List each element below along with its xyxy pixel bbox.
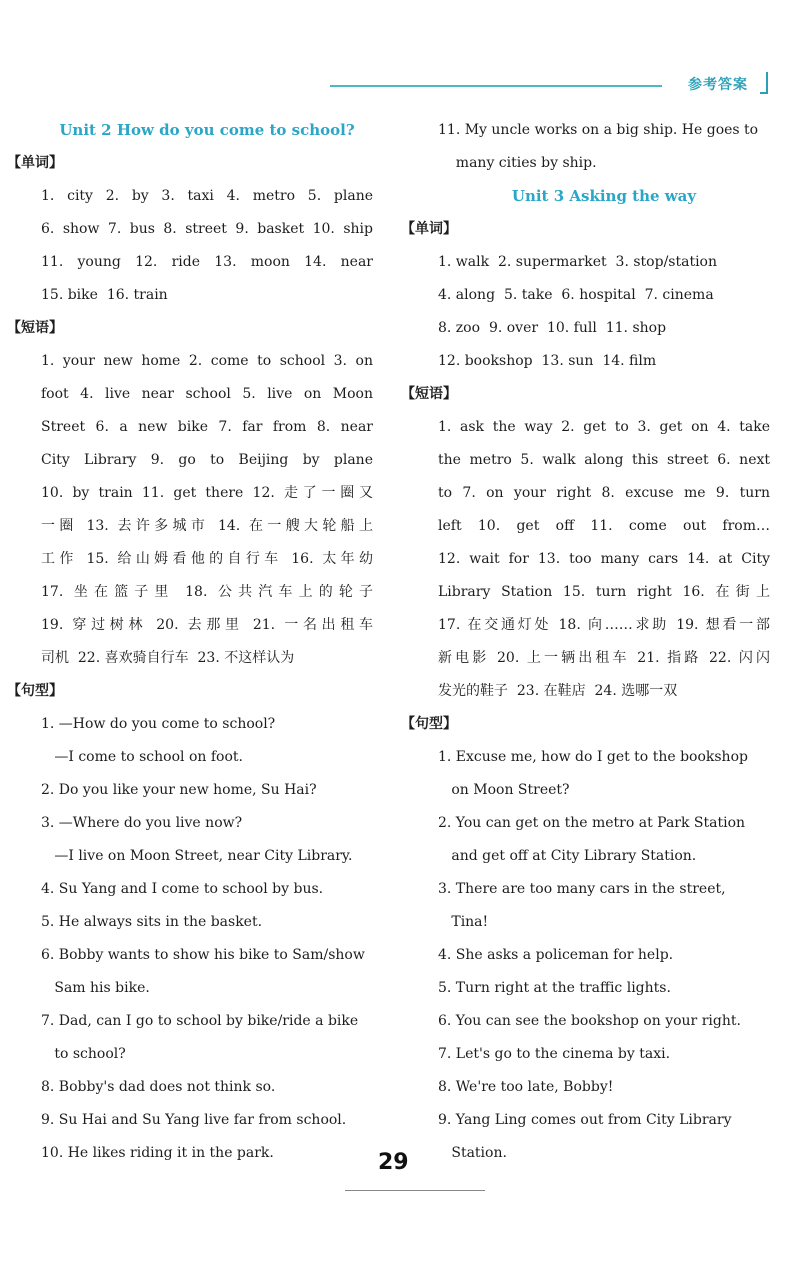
answer-line: 12. wait for 13. too many cars 14. at City [438, 551, 770, 567]
section-heading: 【单词】 [401, 221, 457, 237]
answer-line: 1. —How do you come to school? [41, 716, 276, 732]
page-number: 29 [378, 1150, 409, 1175]
answer-line: many cities by ship. [438, 155, 597, 171]
header-bracket-icon [760, 72, 768, 94]
answer-line: 6. show 7. bus 8. street 9. basket 10. ship [41, 221, 373, 237]
answer-line: Tina! [438, 914, 489, 930]
answer-line: 1. walk 2. supermarket 3. stop/station [438, 254, 717, 270]
answer-line: 11. young 12. ride 13. moon 14. near [41, 254, 373, 270]
answer-line: 19. 穿过树林 20. 去那里 21. 一名出租车 [41, 617, 373, 633]
unit-heading: Unit 2 How do you come to school? [59, 121, 355, 139]
answer-line: Street 6. a new bike 7. far from 8. near [41, 419, 373, 435]
section-heading: 【短语】 [401, 386, 457, 402]
answer-line: 6. You can see the bookshop on your right. [438, 1013, 741, 1029]
answer-line: 工作 15. 给山姆看他的自行车 16. 太年幼 [41, 551, 373, 567]
header-title: 参考答案 [688, 77, 748, 93]
answer-line: 7. Let's go to the cinema by taxi. [438, 1046, 671, 1062]
section-heading: 【句型】 [401, 716, 457, 732]
unit-heading: Unit 3 Asking the way [511, 187, 697, 205]
answer-line: left 10. get off 11. come out from… [438, 518, 770, 534]
answer-line: —I live on Moon Street, near City Library. [41, 848, 353, 864]
answer-line: 17. 在交通灯处 18. 向……求助 19. 想看一部 [438, 617, 770, 633]
answer-line: 新电影 20. 上一辆出租车 21. 指路 22. 闪闪 [438, 650, 770, 666]
section-heading: 【短语】 [7, 320, 63, 336]
answer-line: the metro 5. walk along this street 6. next [438, 452, 770, 468]
answer-line: foot 4. live near school 5. live on Moon [41, 386, 373, 402]
answer-line: 8. zoo 9. over 10. full 11. shop [438, 320, 667, 336]
answer-line: 发光的鞋子 23. 在鞋店 24. 选哪一双 [438, 683, 678, 699]
answer-line: 3. There are too many cars in the street, [438, 881, 726, 897]
section-heading: 【单词】 [7, 155, 63, 171]
answer-line: Station. [438, 1145, 507, 1161]
answer-line: 4. along 5. take 6. hospital 7. cinema [438, 287, 714, 303]
answer-line: 3. —Where do you live now? [41, 815, 243, 831]
left-column [7, 114, 373, 1170]
answer-line: Library Station 15. turn right 16. 在街上 [438, 584, 770, 600]
answer-line: 1. Excuse me, how do I get to the bookshop [438, 749, 748, 765]
answer-line: and get off at City Library Station. [438, 848, 697, 864]
right-column [401, 114, 770, 1170]
answer-line: to school? [41, 1046, 126, 1062]
answer-line: Sam his bike. [41, 980, 150, 996]
answer-line: 5. Turn right at the traffic lights. [438, 980, 671, 996]
answer-line: 6. Bobby wants to show his bike to Sam/show [41, 947, 365, 963]
answer-line: 1. your new home 2. come to school 3. on [41, 353, 373, 369]
answer-line: —I come to school on foot. [41, 749, 243, 765]
answer-line: 4. She asks a policeman for help. [438, 947, 674, 963]
answer-line: 9. Yang Ling comes out from City Library [438, 1112, 732, 1128]
answer-line: City Library 9. go to Beijing by plane [41, 452, 373, 468]
answer-line: 1. ask the way 2. get to 3. get on 4. take [438, 419, 770, 435]
answer-line: 8. We're too late, Bobby! [438, 1079, 614, 1095]
answer-line: to 7. on your right 8. excuse me 9. turn [438, 485, 770, 501]
answer-line: 4. Su Yang and I come to school by bus. [41, 881, 324, 897]
answer-line: 12. bookshop 13. sun 14. film [438, 353, 657, 369]
answer-line: 司机 22. 喜欢骑自行车 23. 不这样认为 [41, 650, 295, 666]
answer-line: on Moon Street? [438, 782, 570, 798]
answer-line: 9. Su Hai and Su Yang live far from school. [41, 1112, 347, 1128]
header-rule [330, 85, 662, 87]
section-heading: 【句型】 [7, 683, 63, 699]
answer-line: 5. He always sits in the basket. [41, 914, 263, 930]
answer-line: 7. Dad, can I go to school by bike/ride a bike [41, 1013, 359, 1029]
answer-line: 8. Bobby's dad does not think so. [41, 1079, 276, 1095]
answer-line: 17. 坐在篮子里 18. 公共汽车上的轮子 [41, 584, 373, 600]
answer-line: 2. You can get on the metro at Park Station [438, 815, 746, 831]
answer-line: 1. city 2. by 3. taxi 4. metro 5. plane [41, 188, 373, 204]
answer-line: 一圈 13. 去许多城市 14. 在一艘大轮船上 [41, 518, 373, 534]
answer-line: 2. Do you like your new home, Su Hai? [41, 782, 317, 798]
answer-line: 15. bike 16. train [41, 287, 168, 303]
answer-line: 10. by train 11. get there 12. 走了一圈又 [41, 485, 373, 501]
footer-rule [345, 1190, 485, 1191]
answer-line: 10. He likes riding it in the park. [41, 1145, 274, 1161]
answer-line: 11. My uncle works on a big ship. He goes to [438, 122, 759, 138]
